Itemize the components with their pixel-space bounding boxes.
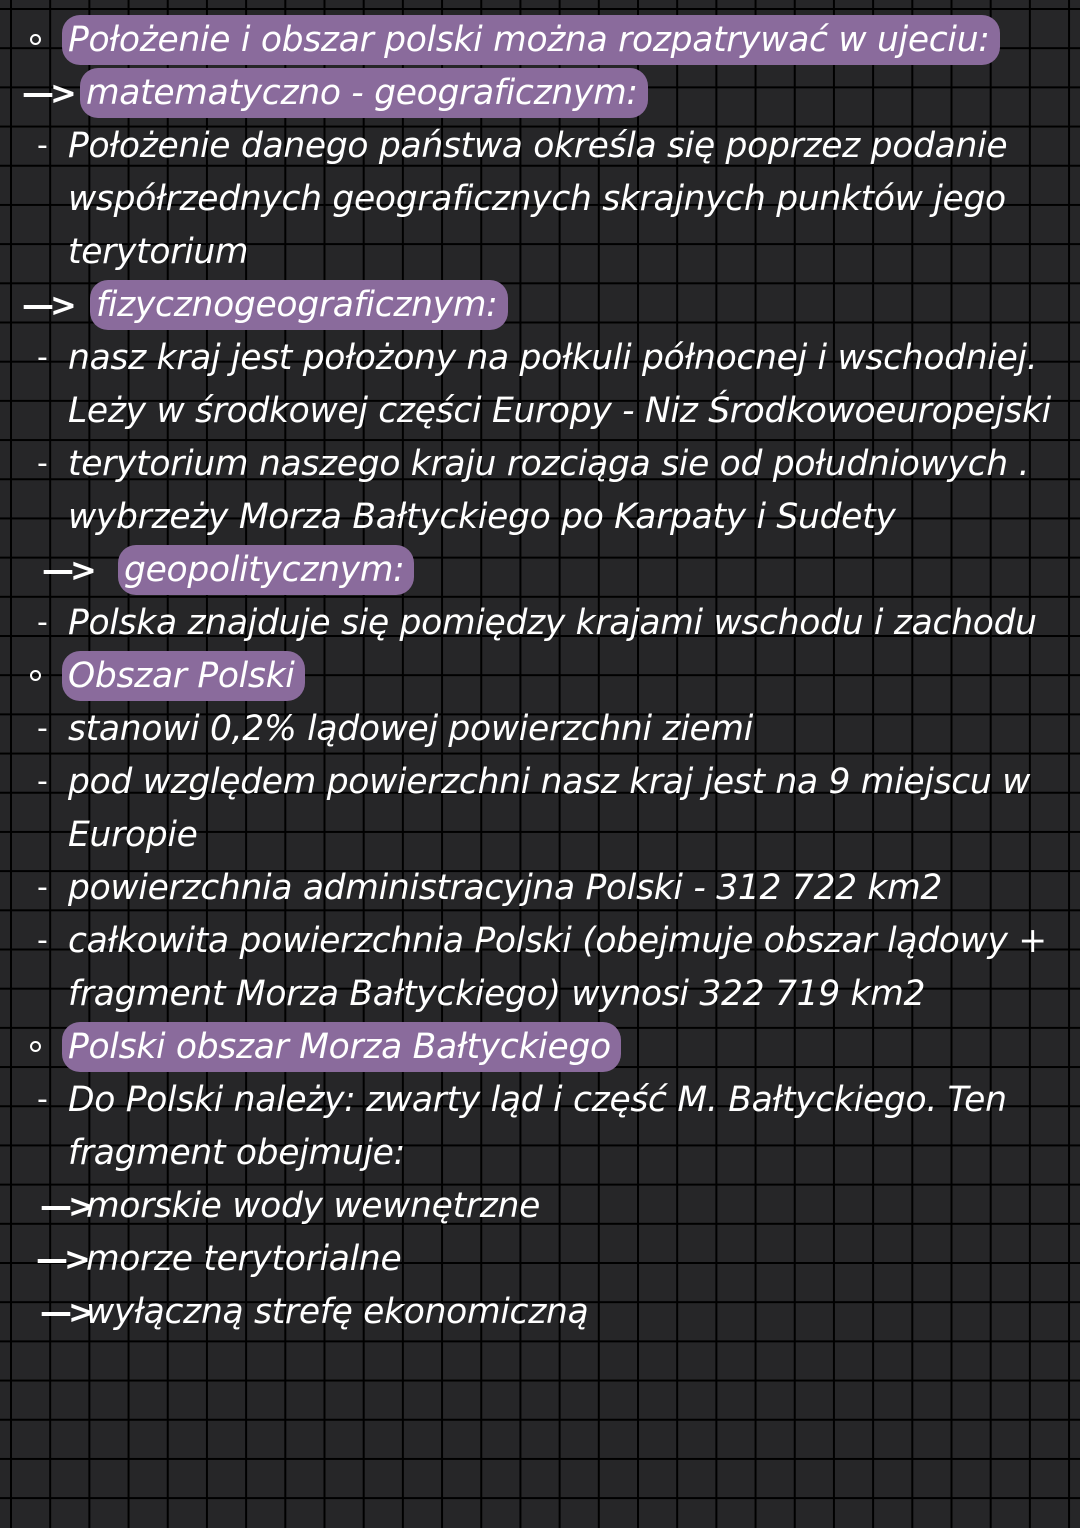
- bullet-ring-icon: [30, 670, 41, 681]
- note-line: [0, 916, 1080, 966]
- note-text: powierzchnia administracyjna Polski - 312 722 km2: [68, 868, 943, 908]
- dash-bullet-icon: -: [37, 446, 48, 481]
- note-text: całkowita powierzchnia Polski (obejmuje obszar lądowy +: [68, 921, 1047, 961]
- note-text: Europie: [68, 815, 198, 855]
- note-text: wybrzeży Morza Bałtyckiego po Karpaty i Sudety: [68, 497, 896, 537]
- subheading-highlight: matematyczno - geograficznym:: [80, 68, 648, 118]
- note-text: Położenie danego państwa określa się poprzez podanie: [68, 126, 1008, 166]
- note-text: pod względem powierzchni nasz kraj jest na 9 miejscu w: [68, 762, 1031, 802]
- note-line: [0, 1022, 1080, 1072]
- subheading-highlight: geopolitycznym:: [118, 545, 414, 595]
- arrow-icon: —>: [36, 1240, 87, 1278]
- note-line: [0, 863, 1080, 913]
- note-line: [0, 386, 1080, 436]
- bullet-ring-icon: [30, 34, 41, 45]
- note-line: [0, 333, 1080, 383]
- note-text: Polska znajduje się pomiędzy krajami wschodu i zachodu: [68, 603, 1037, 643]
- note-line: [0, 15, 1080, 65]
- dash-bullet-icon: -: [37, 711, 48, 746]
- note-text: wyłączną strefę ekonomiczną: [86, 1292, 589, 1332]
- note-text: terytorium naszego kraju rozciąga sie od południowych .: [68, 444, 1030, 484]
- note-line: [0, 68, 1080, 118]
- note-line: [0, 439, 1080, 489]
- note-text: Do Polski należy: zwarty ląd i część M. Bałtyckiego. Ten: [68, 1080, 1007, 1120]
- note-line: [0, 1287, 1080, 1337]
- heading-highlight: Obszar Polski: [62, 651, 305, 701]
- dash-bullet-icon: -: [37, 1082, 48, 1117]
- subheading-highlight: fizycznogeograficznym:: [90, 280, 508, 330]
- note-line: [0, 810, 1080, 860]
- note-line: [0, 174, 1080, 224]
- note-line: [0, 227, 1080, 277]
- note-line: [0, 598, 1080, 648]
- arrow-icon: —>: [42, 551, 93, 589]
- note-line: [0, 651, 1080, 701]
- dash-bullet-icon: -: [37, 923, 48, 958]
- note-text: Leży w środkowej części Europy - Niz Środkowoeuropejski: [68, 391, 1051, 431]
- note-line: [0, 704, 1080, 754]
- dash-bullet-icon: -: [37, 340, 48, 375]
- arrow-icon: —>: [22, 286, 73, 324]
- dash-bullet-icon: -: [37, 764, 48, 799]
- heading-highlight: Położenie i obszar polski można rozpatrywać w ujeciu:: [62, 15, 1000, 65]
- heading-highlight: Polski obszar Morza Bałtyckiego: [62, 1022, 621, 1072]
- note-text: morskie wody wewnętrzne: [86, 1186, 540, 1226]
- note-text: fragment Morza Bałtyckiego) wynosi 322 719 km2: [68, 974, 926, 1014]
- note-line: [0, 545, 1080, 595]
- arrow-icon: —>: [22, 74, 73, 112]
- note-line: [0, 1128, 1080, 1178]
- dash-bullet-icon: -: [37, 870, 48, 905]
- note-line: [0, 280, 1080, 330]
- note-line: [0, 1181, 1080, 1231]
- note-text: terytorium: [68, 232, 249, 272]
- note-line: [0, 969, 1080, 1019]
- arrow-icon: —>: [40, 1293, 91, 1331]
- arrow-icon: —>: [40, 1187, 91, 1225]
- dash-bullet-icon: -: [37, 605, 48, 640]
- note-text: współrzednych geograficznych skrajnych punktów jego: [68, 179, 1006, 219]
- note-line: [0, 1075, 1080, 1125]
- note-line: [0, 1234, 1080, 1284]
- note-line: [0, 121, 1080, 171]
- dash-bullet-icon: -: [37, 128, 48, 163]
- note-text: fragment obejmuje:: [68, 1133, 405, 1173]
- note-line: [0, 757, 1080, 807]
- note-text: nasz kraj jest położony na połkuli północnej i wschodniej.: [68, 338, 1038, 378]
- note-text: stanowi 0,2% lądowej powierzchni ziemi: [68, 709, 754, 749]
- bullet-ring-icon: [30, 1041, 41, 1052]
- note-line: [0, 492, 1080, 542]
- note-text: morze terytorialne: [86, 1239, 402, 1279]
